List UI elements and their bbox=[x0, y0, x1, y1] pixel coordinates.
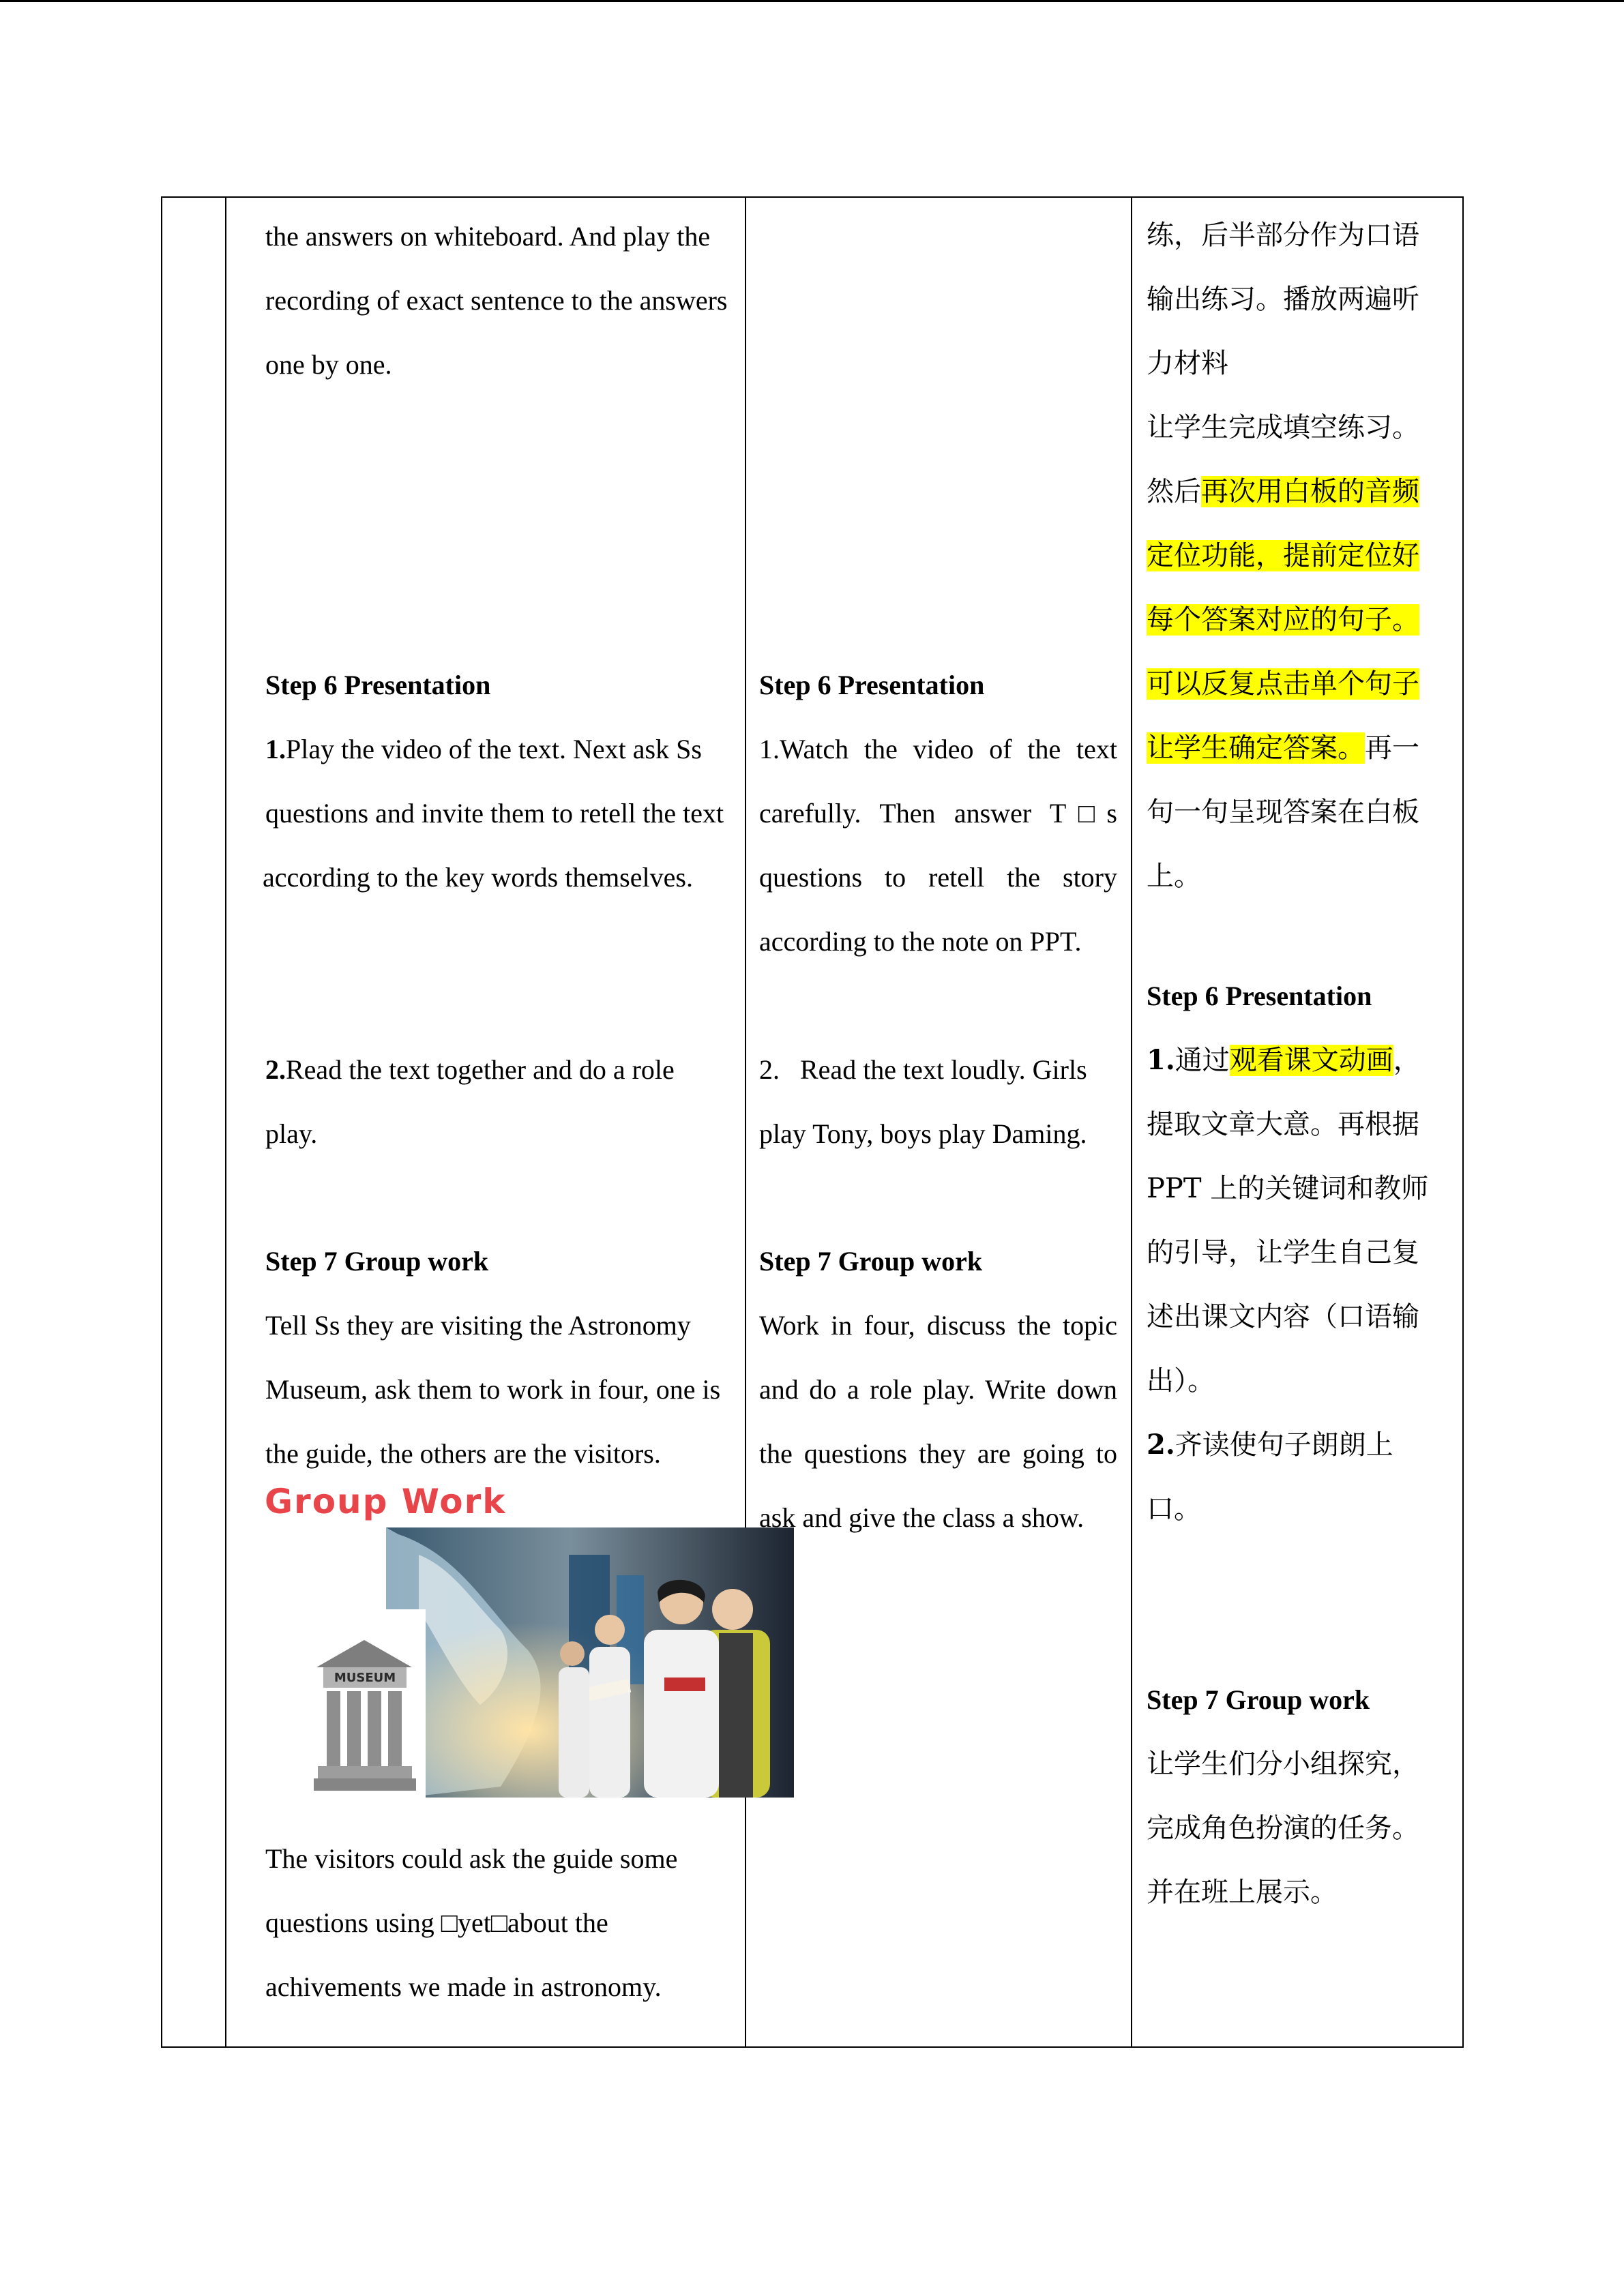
group-work-title-graphic: Group Work bbox=[265, 1482, 507, 1521]
text-line: Work in four, discuss the topic bbox=[759, 1310, 1117, 1341]
text-line: carefully. Then answer T□s bbox=[759, 798, 1117, 829]
text-line bbox=[1147, 1413, 1393, 1477]
text-line: 句一句呈现答案在白板 bbox=[1147, 796, 1419, 828]
text-line bbox=[1147, 460, 1419, 524]
highlighted-text: 让学生确定答案。 bbox=[1147, 732, 1365, 764]
text-line: PPT 上的关键词和教师 bbox=[1147, 1173, 1429, 1204]
step7-heading: Step 7 Group work bbox=[759, 1246, 983, 1277]
teacher-activity-column bbox=[225, 198, 745, 2046]
highlighted-text: 再次用白板的音频 bbox=[1201, 476, 1419, 507]
text-line: 上。 bbox=[1147, 861, 1201, 892]
step6-heading: Step 6 Presentation bbox=[265, 670, 491, 700]
text-line: achivements we made in astronomy. bbox=[265, 1971, 662, 2002]
step7-heading: Step 7 Group work bbox=[1147, 1684, 1370, 1715]
text-line bbox=[1147, 588, 1419, 652]
list-text: Play the video of the text. Next ask Ss bbox=[286, 734, 702, 764]
text-line: according to the key words themselves. bbox=[263, 862, 693, 893]
text-line bbox=[1147, 716, 1419, 780]
text-line: 出）。 bbox=[1147, 1365, 1215, 1397]
text-line: 让学生们分小组探究， bbox=[1147, 1748, 1419, 1780]
student-activity-column bbox=[746, 198, 1131, 2046]
text-line: 完成角色扮演的任务。 bbox=[1147, 1813, 1419, 1844]
text-run: 齐读使句子朗朗上 bbox=[1175, 1429, 1393, 1461]
step-number-column bbox=[162, 198, 225, 2046]
step7-heading: Step 7 Group work bbox=[265, 1246, 489, 1277]
highlighted-text: 每个答案对应的句子。 bbox=[1147, 604, 1419, 636]
text-run: 通过 bbox=[1175, 1045, 1230, 1076]
text-line: questions to retell the story bbox=[759, 862, 1117, 893]
text-run: 然后 bbox=[1147, 476, 1201, 507]
step6-heading: Step 6 Presentation bbox=[759, 670, 985, 700]
text-line: 1.Watch the video of the text bbox=[759, 734, 1117, 764]
highlighted-text: 观看课文动画 bbox=[1229, 1045, 1393, 1076]
text-line: play. bbox=[265, 1118, 318, 1149]
list-number: 2. bbox=[1147, 1429, 1175, 1461]
text-line: 练，后半部分作为口语 bbox=[1147, 220, 1419, 251]
text-line: and do a role play. Write down bbox=[759, 1374, 1117, 1405]
top-border-rule bbox=[0, 0, 1624, 2]
text-line: The visitors could ask the guide some bbox=[265, 1843, 678, 1874]
list-number: 1. bbox=[265, 734, 286, 764]
text-line: 力材料 bbox=[1147, 348, 1228, 379]
step6-heading: Step 6 Presentation bbox=[1147, 981, 1372, 1011]
text-line: 提取文章大意。再根据 bbox=[1147, 1109, 1419, 1140]
text-line: the questions they are going to bbox=[759, 1438, 1117, 1469]
text-line bbox=[1147, 524, 1419, 588]
text-line: 口。 bbox=[1147, 1493, 1201, 1525]
text-line: questions and invite them to retell the text bbox=[265, 798, 724, 829]
text-line: play Tony, boys play Daming. bbox=[759, 1118, 1087, 1149]
text-line bbox=[265, 1038, 675, 1102]
text-line: 输出练习。播放两遍听 bbox=[1147, 284, 1419, 315]
text-line: one by one. bbox=[265, 349, 392, 380]
text-line: questions using □yet□about the bbox=[265, 1907, 608, 1938]
list-number: 1. bbox=[1147, 1044, 1175, 1076]
text-line: the answers on whiteboard. And play the bbox=[265, 221, 711, 252]
highlighted-text: 可以反复点击单个句子 bbox=[1147, 668, 1419, 700]
list-text: Read the text together and do a role bbox=[286, 1054, 675, 1085]
text-line: Museum, ask them to work in four, one is bbox=[265, 1374, 721, 1405]
text-run: ， bbox=[1393, 1045, 1421, 1076]
text-line: 的引导，让学生自己复 bbox=[1147, 1237, 1419, 1268]
text-line: the guide, the others are the visitors. bbox=[265, 1438, 661, 1469]
text-line: 并在班上展示。 bbox=[1147, 1877, 1338, 1908]
text-line bbox=[265, 717, 702, 781]
list-number: 2. bbox=[265, 1054, 286, 1085]
highlighted-text: 定位功能，提前定位好 bbox=[1147, 540, 1419, 571]
museum-sign-text: MUSEUM bbox=[334, 1671, 396, 1685]
text-run: 再一 bbox=[1365, 732, 1419, 764]
text-line: 述出课文内容（口语输 bbox=[1147, 1301, 1419, 1332]
text-line: 让学生完成填空练习。 bbox=[1147, 412, 1419, 443]
text-line: 2. Read the text loudly. Girls bbox=[759, 1054, 1087, 1085]
text-line: Tell Ss they are visiting the Astronomy bbox=[265, 1310, 691, 1341]
text-line: ask and give the class a show. bbox=[759, 1502, 1084, 1533]
text-line bbox=[1147, 652, 1419, 716]
text-line bbox=[1147, 1028, 1421, 1092]
text-line: according to the note on PPT. bbox=[759, 926, 1082, 957]
text-line: recording of exact sentence to the answers bbox=[265, 285, 728, 316]
museum-group-work-image bbox=[310, 1527, 794, 1798]
